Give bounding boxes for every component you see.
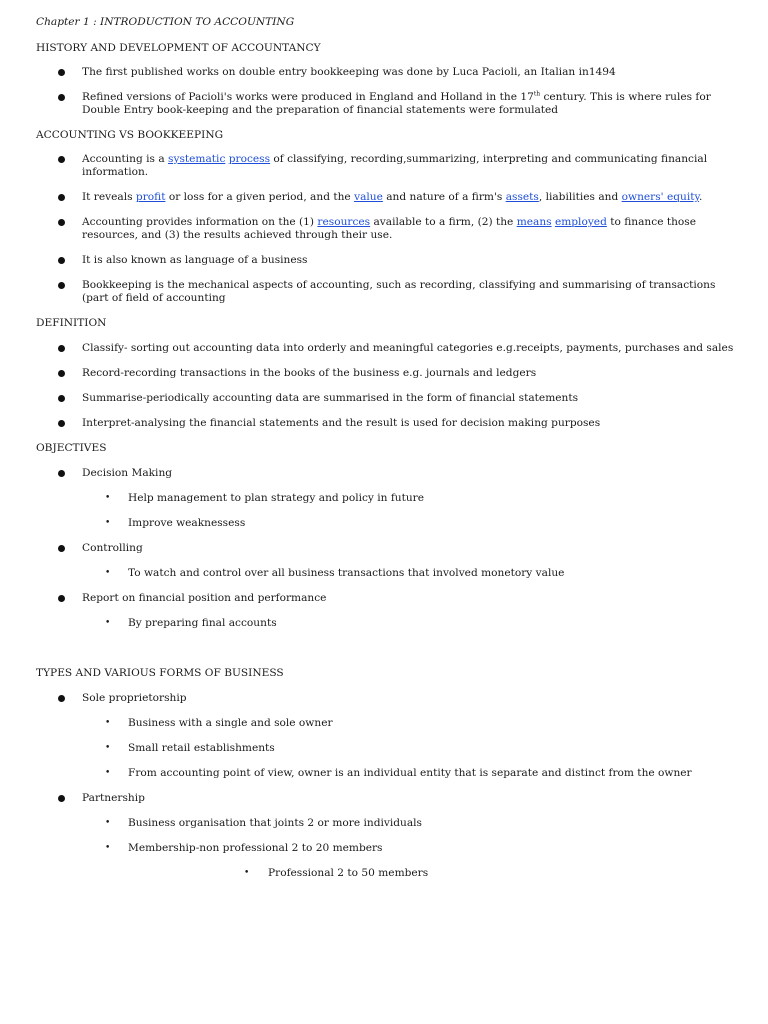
- sub-bullet: •: [105, 718, 111, 728]
- sub-list-item: By preparing final accounts: [128, 617, 277, 629]
- bullet-dot: [58, 545, 65, 552]
- link-systematic[interactable]: systematic: [168, 153, 226, 165]
- list-item: Report on financial position and performance: [82, 592, 327, 604]
- list-item: Summarise-periodically accounting data are summarised in the form of financial statements: [82, 392, 579, 404]
- sub-list-item: Business with a single and sole owner: [128, 717, 333, 729]
- list-item-continuation: information.: [82, 166, 149, 178]
- link-assets[interactable]: assets: [505, 191, 539, 203]
- sub-list-item: Professional 2 to 50 members: [268, 867, 429, 879]
- list-item: It is also known as language of a business: [82, 254, 308, 266]
- list-item: Refined versions of Pacioli's works were produced in England and Holland in the 17th century. This is where rules for: [82, 90, 711, 103]
- sub-list-item: Improve weaknessess: [128, 517, 246, 529]
- list-item: Sole proprietorship: [82, 692, 187, 704]
- link-process[interactable]: process: [228, 153, 271, 165]
- sub-list-item: Membership-non professional 2 to 20 members: [128, 842, 383, 854]
- list-item: Interpret-analysing the financial statements and the result is used for decision making purposes: [82, 417, 601, 429]
- sub-list-item: Business organisation that joints 2 or more individuals: [128, 817, 422, 829]
- sub-list-item: To watch and control over all business transactions that involved monetory value: [128, 567, 565, 579]
- bullet-dot: [58, 219, 65, 226]
- bullet-dot: [58, 156, 65, 163]
- list-item: Partnership: [82, 792, 145, 804]
- sub-bullet: •: [105, 843, 111, 853]
- bullet-dot: [58, 345, 65, 352]
- sub-list-item: From accounting point of view, owner is an individual entity that is separate and distinct from the owner: [128, 767, 692, 779]
- section-heading-types: TYPES AND VARIOUS FORMS OF BUSINESS: [36, 667, 284, 679]
- sub-list-item: Help management to plan strategy and policy in future: [128, 492, 425, 504]
- bullet-dot: [58, 395, 65, 402]
- section-heading-objectives: OBJECTIVES: [36, 442, 107, 454]
- bullet-dot: [58, 282, 65, 289]
- list-item: It reveals profit or loss for a given period, and the value and nature of a firm's assets, liabilities and owners' equity.: [82, 191, 703, 203]
- list-item-continuation: (part of field of accounting: [82, 292, 226, 304]
- bullet-dot: [58, 420, 65, 427]
- link-employed[interactable]: employed: [554, 216, 607, 228]
- bullet-dot: [58, 69, 65, 76]
- sub-bullet: •: [244, 868, 250, 878]
- section-heading-history: HISTORY AND DEVELOPMENT OF ACCOUNTANCY: [36, 42, 321, 54]
- link-profit[interactable]: profit: [135, 191, 166, 203]
- sub-bullet: •: [105, 618, 111, 628]
- link-resources[interactable]: resources: [317, 216, 371, 228]
- list-item-continuation: Double Entry book-keeping and the preparation of financial statements were formulated: [82, 104, 559, 116]
- bullet-dot: [58, 595, 65, 602]
- bullet-dot: [58, 194, 65, 201]
- section-heading-definition: DEFINITION: [36, 317, 107, 329]
- page-title: Chapter 1 : INTRODUCTION TO ACCOUNTING: [36, 16, 295, 28]
- bullet-dot: [58, 695, 65, 702]
- list-item: Bookkeeping is the mechanical aspects of accounting, such as recording, classifying and summarising of transactions: [82, 279, 716, 291]
- sub-bullet: •: [105, 818, 111, 828]
- bullet-dot: [58, 370, 65, 377]
- link-means[interactable]: means: [516, 216, 552, 228]
- list-item: Accounting is a systematic process of classifying, recording,summarizing, interpreting and communicating financial: [82, 153, 708, 165]
- list-item: Record-recording transactions in the books of the business e.g. journals and ledgers: [82, 367, 537, 379]
- link-owners-equity[interactable]: owners' equity: [621, 191, 700, 203]
- sub-bullet: •: [105, 768, 111, 778]
- bullet-dot: [58, 94, 65, 101]
- bullet-dot: [58, 470, 65, 477]
- list-item: Classify- sorting out accounting data into orderly and meaningful categories e.g.receipts, payments, purchases and sales: [82, 342, 734, 354]
- section-heading-vs: ACCOUNTING VS BOOKKEEPING: [36, 129, 224, 141]
- sub-bullet: •: [105, 518, 111, 528]
- sub-bullet: •: [105, 493, 111, 503]
- link-value[interactable]: value: [354, 191, 383, 203]
- bullet-dot: [58, 257, 65, 264]
- list-item: Controlling: [82, 542, 143, 554]
- sub-bullet: •: [105, 568, 111, 578]
- bullet-dot: [58, 795, 65, 802]
- sub-list-item: Small retail establishments: [128, 742, 275, 754]
- list-item-continuation: resources, and (3) the results achieved through their use.: [82, 229, 393, 241]
- list-item: Decision Making: [82, 467, 173, 479]
- list-item: The first published works on double entry bookkeeping was done by Luca Pacioli, an Italian in1494: [82, 66, 616, 78]
- list-item: Accounting provides information on the (1) resources available to a firm, (2) the means employed to finance those: [82, 216, 696, 228]
- sub-bullet: •: [105, 743, 111, 753]
